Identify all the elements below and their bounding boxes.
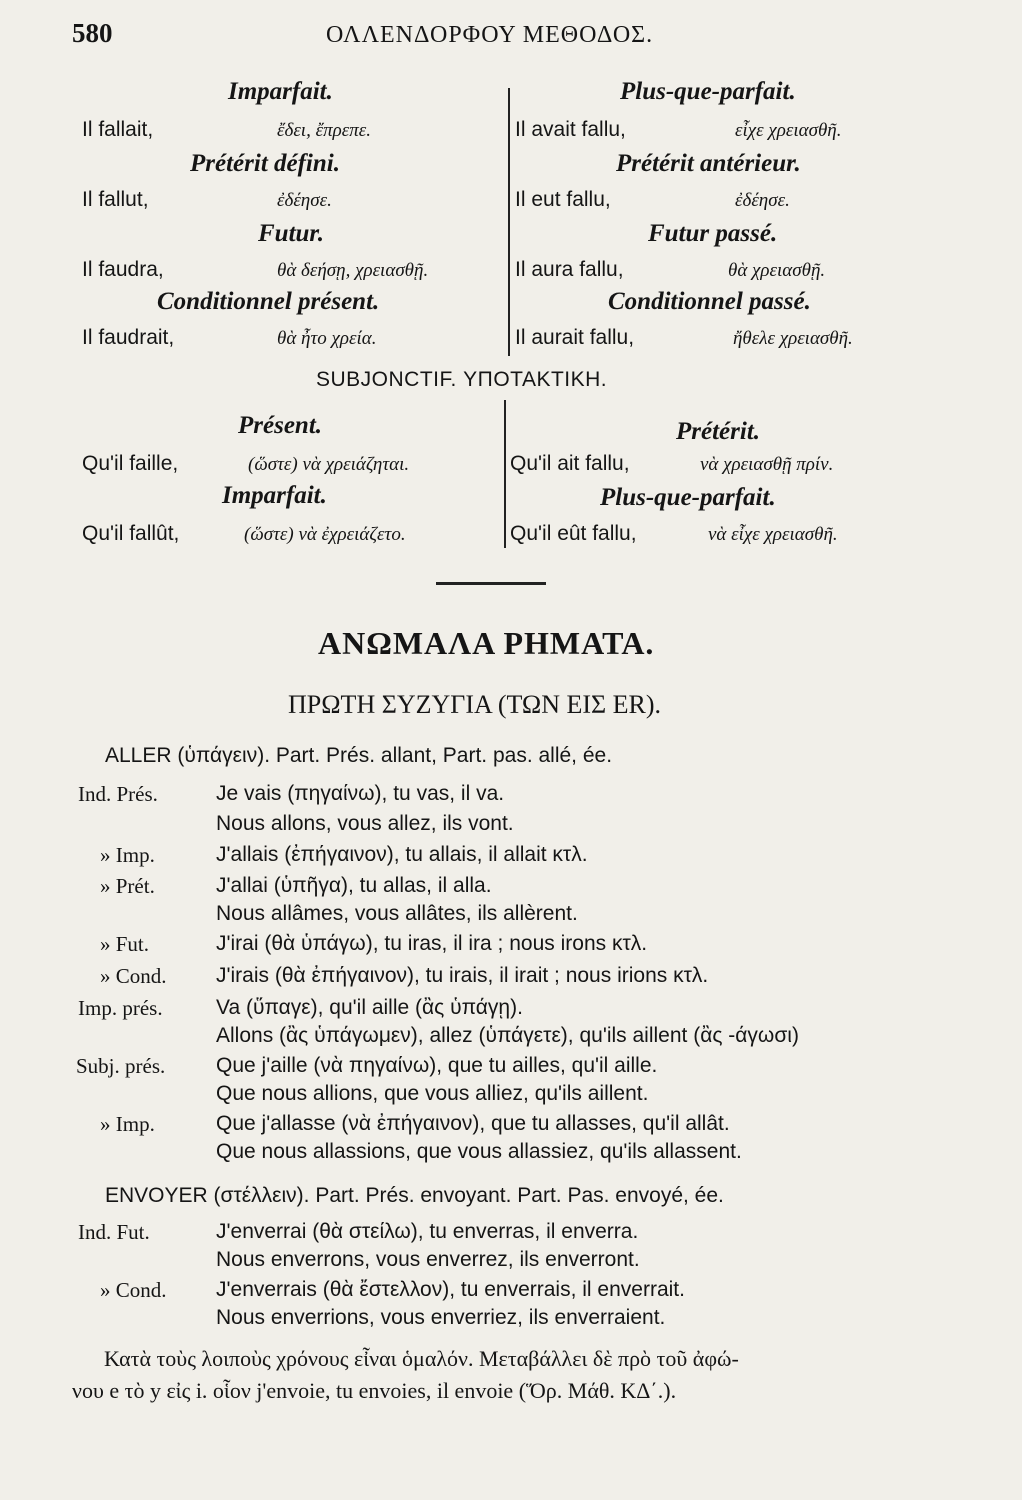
greek-form: θὰ χρειασθῇ.: [728, 260, 826, 281]
tense-heading: Imparfait.: [228, 78, 333, 105]
greek-form: (ὥστε) νὰ ἐχρειάζετο.: [244, 524, 406, 545]
tense-label: Ind. Prés.: [78, 782, 158, 806]
conjugation-line: J'irai (θὰ ὑπάγω), tu iras, il ira ; nous irons κτλ.: [216, 932, 648, 955]
greek-form: θὰ ἦτο χρεία.: [277, 328, 377, 349]
conjugation-line: Nous enverrons, vous enverrez, ils enverront.: [216, 1248, 640, 1271]
french-form: Il faudra,: [82, 258, 164, 281]
french-form: Qu'il eût fallu,: [510, 522, 637, 545]
tense-label: » Imp.: [100, 843, 155, 867]
conjugation-line: Nous allâmes, vous allâtes, ils allèrent.: [216, 902, 578, 925]
french-form: Qu'il fallût,: [82, 522, 180, 545]
french-form: Il aura fallu,: [515, 258, 624, 281]
french-form: Il aurait fallu,: [515, 326, 635, 349]
tense-heading: Conditionnel passé.: [608, 288, 811, 315]
tense-heading: Imparfait.: [222, 482, 327, 509]
tense-heading: Plus-que-parfait.: [620, 78, 796, 105]
conjugation-line: Va (ὕπαγε), qu'il aille (ἂς ὑπάγῃ).: [216, 996, 523, 1019]
tense-label: Imp. prés.: [78, 996, 163, 1020]
tense-heading: Prétérit défini.: [190, 150, 340, 177]
greek-form: εἶχε χρειασθῆ.: [735, 120, 842, 141]
footnote-line: Κατὰ τοὺς λοιποὺς χρόνους εἶναι ὁμαλόν. Μεταβάλλει δὲ πρὸ τοῦ ἀφώ-: [104, 1346, 739, 1371]
tense-label: » Cond.: [100, 964, 167, 988]
greek-form: ἤθελε χρειασθῆ.: [733, 328, 853, 349]
greek-form: ἔδει, ἔπρεπε.: [277, 120, 371, 141]
conjugation-line: Que nous allassions, que vous allassiez, qu'ils allassent.: [216, 1140, 742, 1163]
footnote-line: νου e τὸ y εἰς i. οἷον j'envoie, tu envoies, il envoie (Ὅρ. Μάθ. ΚΔ΄.).: [72, 1378, 677, 1403]
verb-header-aller: ALLER (ὑπάγειν). Part. Prés. allant, Part. pas. allé, ée.: [105, 744, 613, 767]
conjugation-line: J'allai (ὑπῆγα), tu allas, il alla.: [216, 874, 492, 897]
french-form: Il fallait,: [82, 118, 154, 141]
greek-form: (ὥστε) νὰ χρειάζηται.: [248, 454, 410, 475]
tense-heading: Futur.: [258, 220, 325, 247]
french-form: Qu'il faille,: [82, 452, 179, 475]
conjugation-line: Nous enverrions, vous enverriez, ils enverraient.: [216, 1306, 666, 1329]
tense-label: » Imp.: [100, 1112, 155, 1136]
page-number: 580: [72, 18, 113, 48]
greek-form: νὰ εἶχε χρειασθῆ.: [708, 524, 838, 545]
section-separator: [436, 582, 546, 585]
french-form: Il avait fallu,: [515, 118, 626, 141]
conjugation-line: Que j'allasse (νὰ ἐπήγαινον), que tu allasses, qu'il allât.: [216, 1112, 730, 1135]
conjugation-line: Que j'aille (νὰ πηγαίνω), que tu ailles, qu'il aille.: [216, 1054, 658, 1077]
verb-header-envoyer: ENVOYER (στέλλειν). Part. Prés. envoyant. Part. Pas. envoyé, ée.: [105, 1184, 724, 1207]
conjugation-line: Je vais (πηγαίνω), tu vas, il va.: [216, 782, 505, 805]
conjugation-line: Nous allons, vous allez, ils vont.: [216, 812, 514, 835]
tense-heading: Futur passé.: [648, 220, 778, 247]
conjugation-line: J'allais (ἐπήγαινον), tu allais, il allait κτλ.: [216, 843, 588, 866]
french-form: Il faudrait,: [82, 326, 175, 349]
french-form: Il fallut,: [82, 188, 149, 211]
conjugation-line: J'enverrai (θὰ στείλω), tu enverras, il enverra.: [216, 1220, 639, 1243]
greek-form: νὰ χρειασθῇ πρίν.: [700, 454, 834, 475]
greek-form: ἐδέησε.: [735, 190, 790, 211]
greek-form: θὰ δεήσῃ, χρειασθῇ.: [277, 260, 429, 281]
column-divider-bottom: [504, 400, 506, 548]
conjugation-line: J'irais (θὰ ἐπήγαινον), tu irais, il irait ; nous irions κτλ.: [216, 964, 709, 987]
greek-form: ἐδέησε.: [277, 190, 332, 211]
running-title: ΟΛΛΕΝΔΟΡΦΟΥ ΜΕΘΟΔΟΣ.: [326, 22, 654, 48]
tense-heading: Prétérit antérieur.: [616, 150, 801, 177]
conjugation-line: Allons (ἂς ὑπάγωμεν), allez (ὑπάγετε), qu'ils aillent (ἂς -άγωσι): [216, 1024, 799, 1047]
tense-label: » Fut.: [100, 932, 150, 956]
tense-heading: Présent.: [238, 412, 323, 439]
conjugation-line: Que nous allions, que vous alliez, qu'ils aillent.: [216, 1082, 649, 1105]
subjunctive-title: SUBJONCTIF. ΥΠΟΤΑΚΤΙΚΗ.: [316, 368, 608, 391]
conjugation-line: J'enverrais (θὰ ἔστελλον), tu enverrais, il enverrait.: [216, 1278, 685, 1301]
column-divider-top: [508, 88, 510, 356]
tense-label: Subj. prés.: [76, 1054, 166, 1078]
tense-heading: Conditionnel présent.: [157, 288, 380, 315]
tense-label: » Cond.: [100, 1278, 167, 1302]
french-form: Qu'il ait fallu,: [510, 452, 630, 475]
tense-heading: Prétérit.: [676, 418, 761, 445]
french-form: Il eut fallu,: [515, 188, 611, 211]
tense-label: » Prét.: [100, 874, 155, 898]
tense-heading: Plus-que-parfait.: [600, 484, 776, 511]
section-subtitle: ΠΡΩΤΗ ΣΥΖΥΓΙΑ (ΤΩΝ ΕΙΣ ER).: [288, 690, 662, 719]
section-title: ΑΝΩΜΑΛΑ ΡΗΜΑΤΑ.: [318, 625, 655, 661]
tense-label: Ind. Fut.: [78, 1220, 150, 1244]
